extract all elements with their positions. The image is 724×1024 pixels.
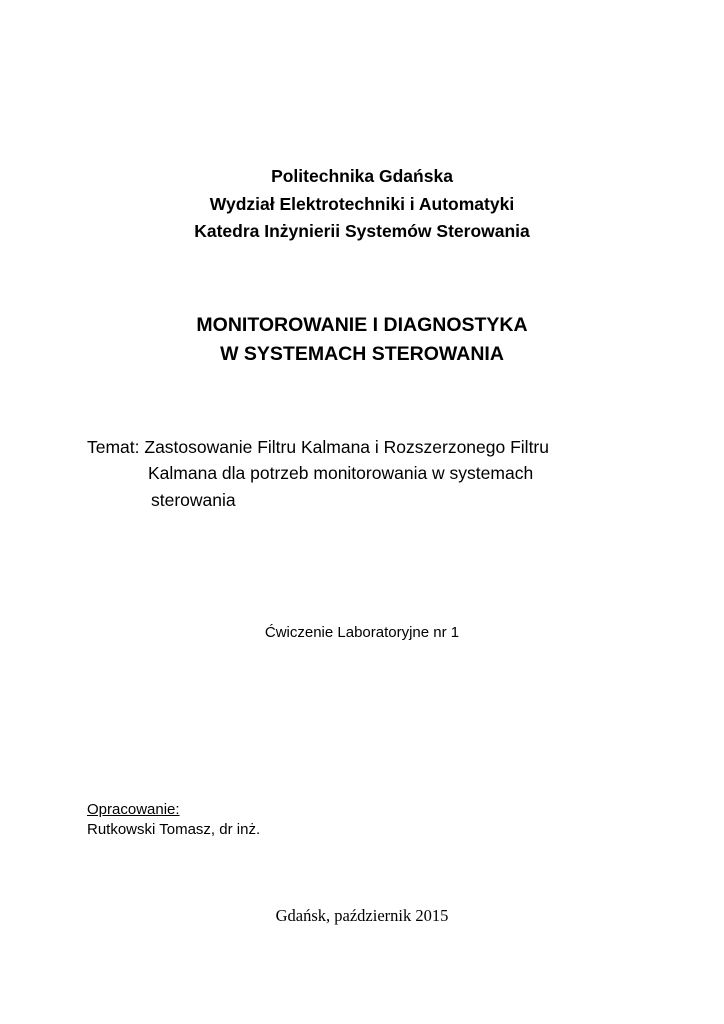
exercise-label: Ćwiczenie Laboratoryjne nr 1 — [264, 624, 460, 641]
university-name: Politechnika Gdańska — [271, 166, 453, 186]
department-name: Katedra Inżynierii Systemów Sterowania — [194, 221, 530, 241]
author-heading: Opracowanie: — [87, 801, 180, 818]
topic-line3: sterowania — [151, 490, 236, 510]
faculty-name: Wydział Elektrotechniki i Automatyki — [209, 194, 515, 214]
course-title-line2: W SYSTEMACH STEROWANIA — [220, 343, 504, 365]
topic-line2: Kalmana dla potrzeb monitorowania w systemach — [148, 463, 534, 483]
course-title-line1: MONITOROWANIE I DIAGNOSTYKA — [196, 314, 528, 336]
place-and-date: Gdańsk, październik 2015 — [275, 906, 449, 925]
topic-line1: Temat: Zastosowanie Filtru Kalmana i Rozszerzonego Filtru — [87, 437, 549, 457]
author-name: Rutkowski Tomasz, dr inż. — [87, 821, 261, 838]
